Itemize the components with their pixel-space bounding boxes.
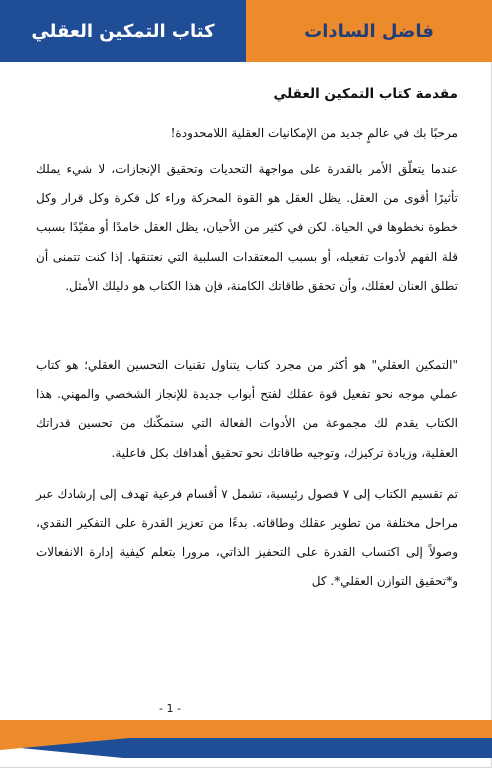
paragraph-3: تم تقسيم الكتاب إلى ٧ فصول رئيسية، تشمل ٧ أقسام فرعية تهدف إلى إرشادك عبر مراحل مختلفة من تطوير عقلك وطاقاته. بدءًا من تعزيز القدرة على التفكير النقدي، وصولاً إلى اكتساب القدرة على التحفيز الذاتي، مرورا بتعلم كيفية إدارة الانفعالات و*تحقيق التوازن العقلي*. كل xyxy=(36,486,459,589)
paragraph-spacer xyxy=(36,468,458,480)
book-title-banner: كتاب التمكين العقلي xyxy=(0,0,246,62)
author-name-banner: فاضل السادات xyxy=(246,0,492,62)
paragraph-spacer xyxy=(36,301,458,351)
intro-line: مرحبًا بك في عالمٍ جديد من الإمكانيات العقلية اللامحدودة! xyxy=(170,126,458,140)
page-number: - 1 - xyxy=(159,702,181,715)
paragraph-1: عندما يتعلّق الأمر بالقدرة على مواجهة التحديات وتحقيق الإنجازات، لا شيء يملك تأثيرًا أقوى من العقل. يظل العقل هو القوة المحركة وراء كل فكرة وكل قرار وكل خطوة نخطوها في الحياة. لكن في كثير من الأحيان، يظل العقل خامدًا أو مقيّدًا بسبب قلة الفهم لأدوات تفعيله، أو بسبب المعتقدات السلبية التي نعتنقها. إذا كنت تتمنى أن تطلق العنان لعقلك، وأن تحقق طاقاتك الكامنة، فإن هذا الكتاب هو دليلك الأمثل. xyxy=(36,162,458,293)
section-heading: مقدمة كتاب التمكين العقلي xyxy=(273,86,458,102)
paragraph-2: "التمكين العقلي" هو أكثر من مجرد كتاب يتناول تقنيات التحسين العقلي؛ هو كتاب عملي موجه نحو تفعيل قوة عقلك لفتح أبواب جديدة للإنجاز الشخصي والمهني. هذا الكتاب يقدم لك مجموعة من الأدوات الفعالة التي ستمكّنك من تحسين قدراتك العقلية، وزيادة تركيزك، وتوجيه طاقاتك نحو تحقيق أهدافك بكل فاعلية. xyxy=(36,358,458,460)
page-header xyxy=(0,0,492,62)
footer-orange-band xyxy=(0,720,492,738)
page-content xyxy=(36,86,458,597)
